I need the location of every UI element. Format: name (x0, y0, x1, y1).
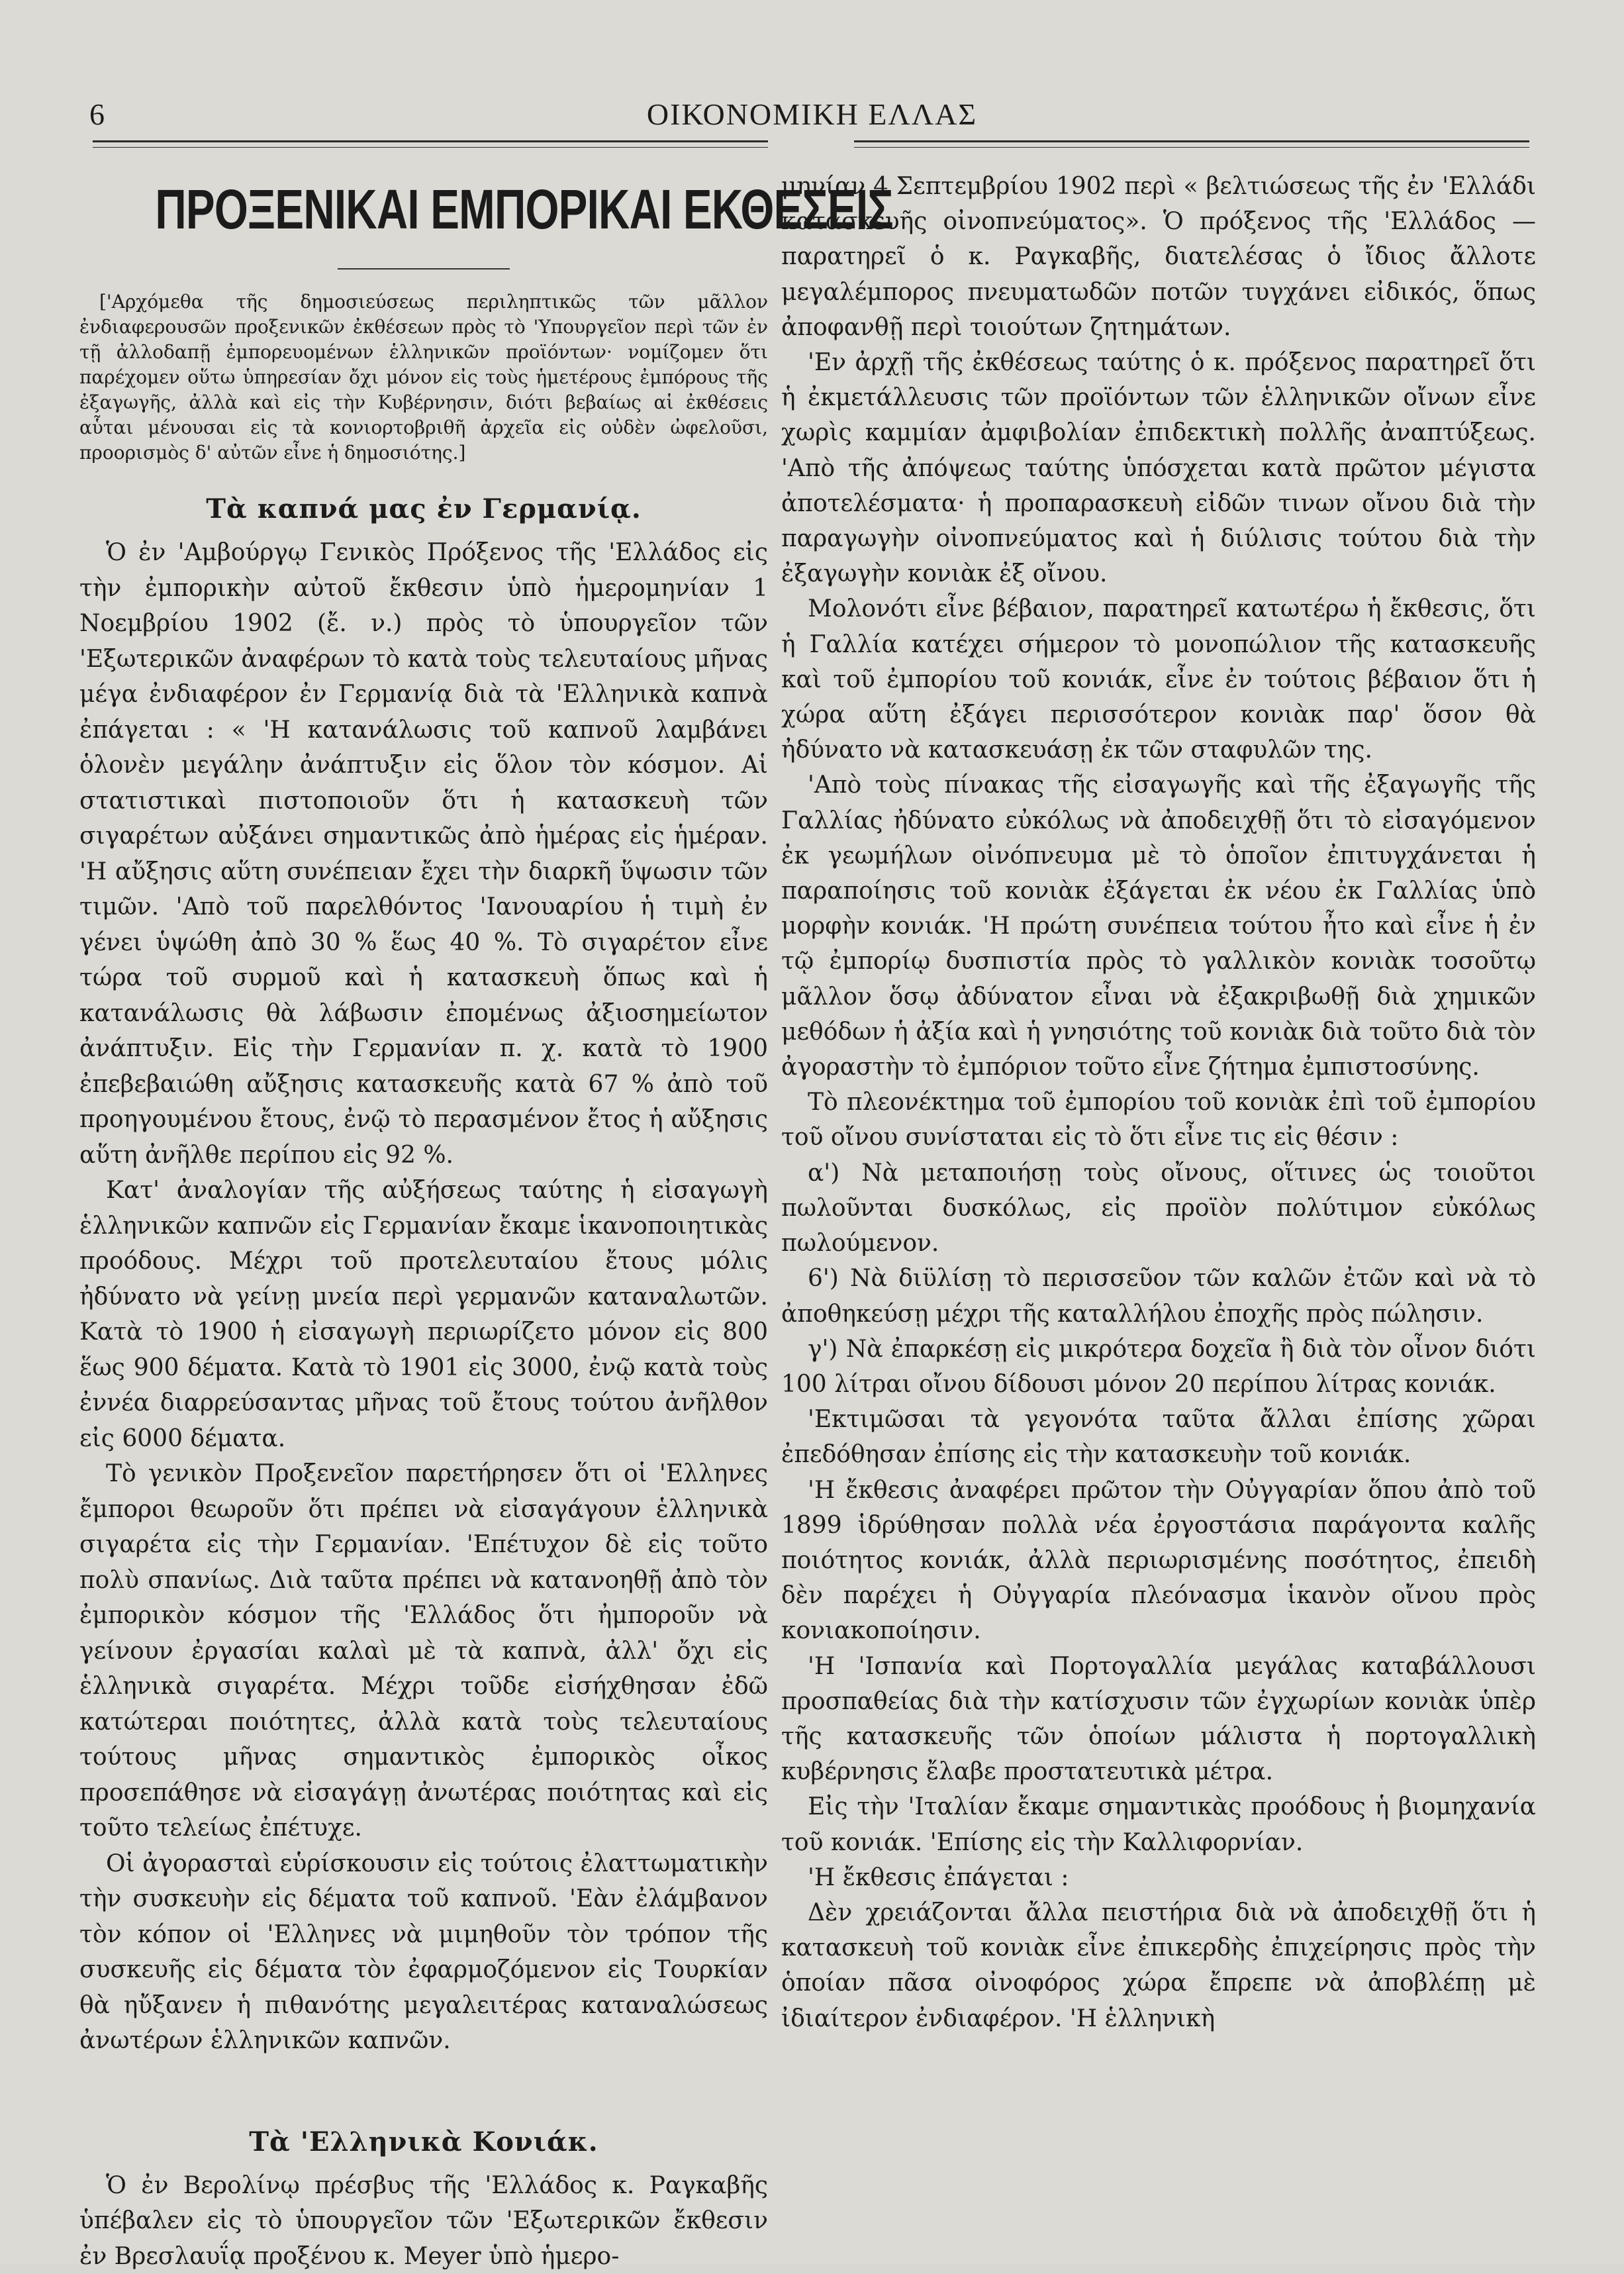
paragraph: Ὁ ἐν Βερολίνῳ πρέσβυς τῆς 'Ελλάδος κ. Ραγκαβῆς ὑπέβαλεν εἰς τὸ ὑπουργεῖον τῶν 'Εξωτερικῶν ἔκθεσιν ἐν Βρεσλαυΐᾳ προξένου κ. Meyer ὑπὸ ἡμερο- (79, 2168, 768, 2274)
paragraph: Τὸ γενικὸν Προξενεῖον παρετήρησεν ὅτι οἱ 'Ελληνες ἔμποροι θεωροῦν ὅτι πρέπει νὰ εἰσαγάγουν ἑλληνικὰ σιγαρέτα εἰς τὴν Γερμανίαν. 'Επέτυχον δὲ εἰς τοῦτο πολὺ σπανίως. Διὰ ταῦτα πρέπει νὰ κατανοηθῇ ἀπὸ τὸν ἐμπορικὸν κόσμον τῆς 'Ελλάδος ὅτι ἠμποροῦν νὰ γείνουν ἐργασίαι καλαὶ μὲ τὰ καπνὰ, ἀλλ' ὄχι εἰς ἑλληνικὰ σιγαρέτα. Μέχρι τοῦδε εἰσήχθησαν ἐδῶ κατώτεραι ποιότητες, ἀλλὰ κατὰ τοὺς τελευταίους τούτους μῆνας σημαντικὸς ἐμπορικὸς οἶκος προσεπάθησε νὰ εἰσαγάγῃ ἀνωτέρας ποιότητας καὶ εἰς τοῦτο τελείως ἐπέτυχε. (79, 1456, 768, 1846)
editor-note (79, 289, 768, 466)
section-space (79, 2059, 768, 2099)
paragraph: 'Η ἔκθεσις ἐπάγεται : (781, 1860, 1536, 1895)
right-column (781, 169, 1536, 2036)
editor-note-text: ['Αρχόμεθα τῆς δημοσιεύσεως περιληπτικῶς τῶν μᾶλλον ἐνδιαφερουσῶν προξενικῶν ἐκθέσεων πρὸς τὸ 'Υπουργεῖον περὶ τῶν ἐν τῇ ἀλλοδαπῇ ἐμπορευομένων ἑλληνικῶν προϊόντων· νομίζομεν ὅτι παρέχομεν οὕτω ὑπηρεσίαν ὄχι μόνον εἰς τοὺς ἡμετέρους ἐμπόρους τῆς ἐξαγωγῆς, ἀλλὰ καὶ εἰς τὴν Κυβέρνησιν, διότι βεβαίως αἱ ἐκθέσεις αὗται μένουσαι εἰς τὰ κονιορτοβριθῆ ἀρχεῖα εἰς οὐδὲν ὠφελοῦσι, προορισμὸς δ' αὐτῶν εἶνε ἡ δημοσιότης.] (79, 289, 768, 466)
page-number: 6 (89, 97, 105, 132)
paragraph: Ὁ ἐν 'Αμβούργῳ Γενικὸς Πρόξενος τῆς 'Ελλάδος εἰς τὴν ἐμπορικὴν αὐτοῦ ἔκθεσιν ὑπὸ ἡμερομηνίαν 1 Νοεμβρίου 1902 (ἔ. ν.) πρὸς τὸ ὑπουργεῖον τῶν 'Εξωτερικῶν ἀναφέρων τὸ κατὰ τοὺς τελευταίους μῆνας μέγα ἐνδιαφέρον ἐν Γερμανίᾳ διὰ τὰ 'Ελληνικὰ καπνὰ ἐπάγεται : « 'Η κατανάλωσις τοῦ καπνοῦ λαμβάνει ὁλονὲν μεγάλην ἀνάπτυξιν εἰς ὅλον τὸν κόσμον. Αἱ στατιστικαὶ πιστοποιοῦν ὅτι ἡ κατασκευὴ τῶν σιγαρέτων αὐξάνει σημαντικῶς ἀπὸ ἡμέρας εἰς ἡμέραν. 'Η αὔξησις αὕτη συνέπειαν ἔχει τὴν διαρκῆ ὕψωσιν τῶν τιμῶν. 'Απὸ τοῦ παρελθόντος 'Ιανουαρίου ἡ τιμὴ ἐν γένει ὑψώθη ἀπὸ 30 % ἕως 40 %. Τὸ σιγαρέτον εἶνε τώρα τοῦ συρμοῦ καὶ ἡ κατασκευὴ ὅπως καὶ ἡ κατανάλωσις θὰ λάβωσιν ἐπομένως ἀξιοσημείωτον ἀνάπτυξιν. Εἰς τὴν Γερμανίαν π. χ. κατὰ τὸ 1900 ἐπεβεβαιώθη αὔξησις κατασκευῆς κατὰ 67 % ἀπὸ τοῦ προηγουμένου ἔτους, ἐνῷ τὸ περασμένον ἔτος ἡ αὔξησις αὕτη ἀνῆλθε περίπου εἰς 92 %. (79, 535, 768, 1173)
paragraph: 'Η ἔκθεσις ἀναφέρει πρῶτον τὴν Οὐγγαρίαν ὅπου ἀπὸ τοῦ 1899 ἱδρύθησαν πολλὰ νέα ἐργοστάσια παράγοντα καλῆς ποιότητος κονιάκ, ἀλλὰ περιωρισμένης ποσότητος, ἐπειδὴ δὲν παρέχει ἡ Οὐγγαρία πλεόνασμα ἱκανὸν οἴνου πρὸς κονιακοποίησιν. (781, 1473, 1536, 1649)
paragraph: Δὲν χρειάζονται ἄλλα πειστήρια διὰ νὰ ἀποδειχθῇ ὅτι ἡ κατασκευὴ τοῦ κονιὰκ εἶνε ἐπικερδὴς ἐπιχείρησις πρὸς τὴν ὁποίαν πᾶσα οἰνοφόρος χώρα ἔπρεπε νὰ ἀποβλέπῃ μὲ ἰδιαίτερον ἐνδιαφέρον. 'Η ἑλληνικὴ (781, 1895, 1536, 2036)
paragraph: Τὸ πλεονέκτημα τοῦ ἐμπορίου τοῦ κονιὰκ ἐπὶ τοῦ ἐμπορίου τοῦ οἴνου συνίσταται εἰς τὸ ὅτι εἶνε τις εἰς θέσιν : (781, 1085, 1536, 1155)
left-column (79, 177, 768, 2274)
article-title: ΠΡΟΞΕΝΙΚΑΙ ΕΜΠΟΡΙΚΑΙ ΕΚΘΕΣΕΙΣ (155, 177, 692, 242)
paragraph: 'Εν ἀρχῇ τῆς ἐκθέσεως ταύτης ὁ κ. πρόξενος παρατηρεῖ ὅτι ἡ ἐκμετάλλευσις τῶν προϊόντων τῶν ἑλληνικῶν οἴνων εἶνε χωρὶς καμμίαν ἀμφιβολίαν ἐπιδεκτικὴ πολλῆς ἀναπτύξεως. 'Απὸ τῆς ἀπόψεως ταύτης ὑπόσχεται κατὰ πρῶτον μέγιστα ἀποτελέσματα· ἡ προπαρασκευὴ εἰδῶν τινων οἴνου διὰ τὴν παραγωγὴν οἰνοπνεύματος καὶ ἡ διύλισις τούτου διὰ τὴν ἐξαγωγὴν κονιὰκ ἐξ οἴνου. (781, 345, 1536, 591)
header-rule-right (854, 140, 1529, 142)
running-head (0, 93, 1624, 139)
paragraph: 'Απὸ τοὺς πίνακας τῆς εἰσαγωγῆς καὶ τῆς ἐξαγωγῆς τῆς Γαλλίας ἠδύνατο εὐκόλως νὰ ἀποδειχθῇ ὅτι τὸ εἰσαγόμενον ἐκ γεωμήλων οἰνόπνευμα μὲ τὸ ὁποῖον ἐπιτυγχάνεται ἡ παραποίησις τοῦ κονιὰκ ἐξάγεται ἐκ νέου ἐκ Γαλλίας ὑπὸ μορφὴν κονιάκ. 'Η πρώτη συνέπεια τούτου ἦτο καὶ εἶνε ἡ ἐν τῷ ἐμπορίῳ δυσπιστία πρὸς τὸ γαλλικὸν κονιὰκ τοσοῦτῳ μᾶλλον ὅσῳ ἀδύνατον εἶναι νὰ ἐξακριβωθῇ διὰ χημικῶν μεθόδων ἡ ἀξία καὶ ἡ γνησιότης τοῦ κονιὰκ διὰ τοῦτο διὰ τὸν ἀγοραστὴν τὸ ἐμπόριον τοῦτο εἶνε ζήτημα ἐμπιστοσύνης. (781, 767, 1536, 1085)
paragraph: 'Εκτιμῶσαι τὰ γεγονότα ταῦτα ἄλλαι ἐπίσης χῶραι ἐπεδόθησαν ἐπίσης εἰς τὴν κατασκευὴν τοῦ κονιάκ. (781, 1402, 1536, 1472)
list-item: γ') Νὰ ἐπαρκέσῃ εἰς μικρότερα δοχεῖα ἢ διὰ τὸν οἶνον διότι 100 λίτραι οἴνου δίδουσι μόνον 20 περίπου λίτρας κονιάκ. (781, 1332, 1536, 1402)
subhead-tobacco: Τὰ καπνά μας ἐν Γερμανίᾳ. (79, 493, 768, 524)
paragraph: 'Η 'Ισπανία καὶ Πορτογαλλία μεγάλας καταβάλλουσι προσπαθείας διὰ τὴν κατίσχυσιν τῶν ἐγχωρίων κονιὰκ ὑπὲρ τῆς κατασκευῆς τῶν ὁποίων μάλιστα ἡ πορτογαλλικὴ κυβέρνησις ἔλαβε προστατευτικὰ μέτρα. (781, 1649, 1536, 1790)
title-rule (338, 268, 510, 270)
header-rule-right-thin (854, 147, 1529, 148)
paragraph: Κατ' ἀναλογίαν τῆς αὐξήσεως ταύτης ἡ εἰσαγωγὴ ἑλληνικῶν καπνῶν εἰς Γερμανίαν ἔκαμε ἱκανοποιητικὰς προόδους. Μέχρι τοῦ προτελευταίου ἔτους μόλις ἠδύνατο νὰ γείνῃ μνεία περὶ γερμανῶν καταναλωτῶν. Κατὰ τὸ 1900 ἡ εἰσαγωγὴ περιωρίζετο μόνον εἰς 800 ἕως 900 δέματα. Κατὰ τὸ 1901 εἰς 3000, ἐνῷ κατὰ τοὺς ἐννέα διαρρεύσαντας μῆνας τοῦ ἔτους τούτου ἀνῆλθον εἰς 6000 δέματα. (79, 1173, 768, 1456)
paragraph: μηνίαν 4 Σεπτεμβρίου 1902 περὶ « βελτιώσεως τῆς ἐν 'Ελλάδι κατασκευῆς οἰνοπνεύματος». Ὁ πρόξενος τῆς 'Ελλάδος — παρατηρεῖ ὁ κ. Ραγκαβῆς, διατελέσας ὁ ἴδιος ἄλλοτε μεγαλέμπορος πνευματωδῶν ποτῶν τυγχάνει εἰδικός, ὅπως ἀποφανθῇ περὶ τοιούτων ζητημάτων. (781, 169, 1536, 345)
paragraph: Εἰς τὴν 'Ιταλίαν ἔκαμε σημαντικὰς προόδους ἡ βιομηχανία τοῦ κονιάκ. 'Επίσης εἰς τὴν Καλλιφορνίαν. (781, 1789, 1536, 1859)
header-rule-left-thin (93, 147, 768, 148)
subhead-cognac: Τὰ 'Ελληνικὰ Κονιάκ. (79, 2126, 768, 2157)
list-item: 6') Νὰ διϋλίσῃ τὸ περισσεῦον τῶν καλῶν ἐτῶν καὶ νὰ τὸ ἀποθηκεύσῃ μέχρι τῆς καταλλήλου ἐποχῆς πρὸς πώλησιν. (781, 1261, 1536, 1331)
header-rule-left (93, 140, 768, 142)
paragraph: Οἱ ἀγορασταὶ εὑρίσκουσιν εἰς τούτοις ἐλαττωματικὴν τὴν συσκευὴν εἰς δέματα τοῦ καπνοῦ. 'Εὰν ἐλάμβανον τὸν κόπον οἱ 'Ελληνες νὰ μιμηθοῦν τὸν τρόπον τῆς συσκευῆς εἰς δέματα τὸν ἐφαρμοζόμενον εἰς Τουρκίαν θὰ ηὔξανεν ἡ πιθανότης μεγαλειτέρας καταναλώσεως ἀνωτέρων ἑλληνικῶν καπνῶν. (79, 1846, 768, 2059)
list-item: α') Νὰ μεταποιήσῃ τοὺς οἴνους, οἵτινες ὡς τοιοῦτοι πωλοῦνται δυσκόλως, εἰς προϊὸν πολύτιμον εὐκόλως πωλούμενον. (781, 1156, 1536, 1261)
paragraph: Μολονότι εἶνε βέβαιον, παρατηρεῖ κατωτέρω ἡ ἔκθεσις, ὅτι ἡ Γαλλία κατέχει σήμερον τὸ μονοπώλιον τῆς κατασκευῆς καὶ τοῦ ἐμπορίου τοῦ κονιάκ, εἶνε ἐν τούτοις βέβαιον ὅτι ἡ χώρα αὕτη ἐξάγει περισσότερον κονιὰκ παρ' ὅσον θὰ ἠδύνατο νὰ κατασκευάσῃ ἐκ τῶν σταφυλῶν της. (781, 591, 1536, 767)
journal-title: ΟΙΚΟΝΟΜΙΚΗ ΕΛΛΑΣ (0, 97, 1624, 132)
